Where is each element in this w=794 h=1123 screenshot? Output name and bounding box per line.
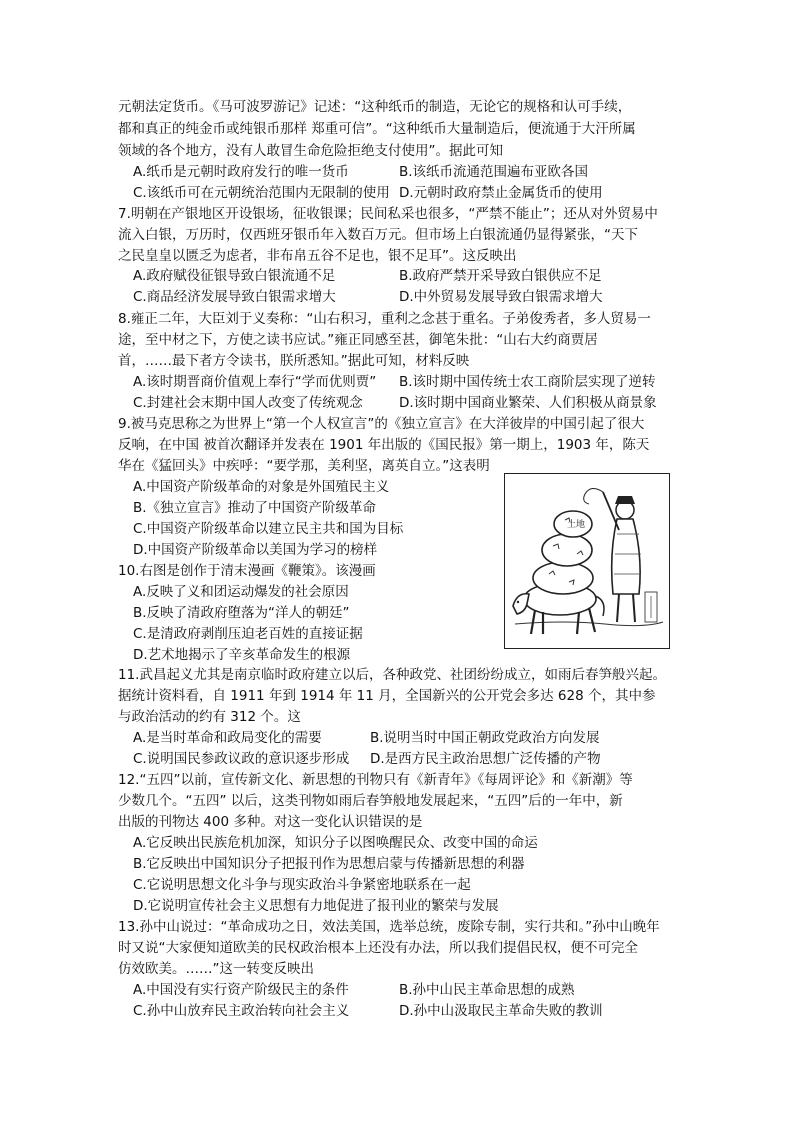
official-leg-left: [617, 594, 619, 622]
q13-option-d[interactable]: D.孙中山汲取民主革命失败的教训: [399, 1003, 603, 1019]
q11-option-b[interactable]: B.说明当时中国正朝政党政治方向发展: [370, 730, 600, 746]
q7-option-a[interactable]: A.政府赋役征银导致白银流通不足: [133, 268, 336, 284]
q8-option-c[interactable]: C.封建社会末期中国人改变了传统观念: [133, 395, 363, 411]
q12-option-a[interactable]: A.它反映出民族危机加深，知识分子以图唤醒民众、改变中国的命运: [133, 835, 538, 851]
official-robe: [612, 519, 640, 594]
q6-option-c[interactable]: C.该纸币可在元朝统治范围内无限制的使用: [133, 185, 390, 201]
horse-head: [513, 594, 529, 614]
q6-stem-line-1: 元朝法定货币。《马可波罗游记》记述：“这种纸币的制造，无论它的规格和认可手续，: [118, 99, 632, 115]
q8-option-b[interactable]: B.该时期中国传统士农工商阶层实现了逆转: [399, 374, 656, 390]
q13-option-a[interactable]: A.中国没有实行资产阶级民主的条件: [133, 982, 349, 998]
top-bag-label: 土地: [567, 520, 586, 530]
horse-leg-back-right: [589, 608, 595, 632]
q6-option-d[interactable]: D.元朝时政府禁止金属货币的使用: [399, 185, 603, 201]
q12-stem-line-2: 少数几个。“五四” 以后，这类刊物如雨后春笋般地发展起来，“五四”后的一年中，新: [118, 793, 623, 809]
q7-stem-line-3: 之民皇皇以匮乏为虑者，非布帛五谷不足也，银不足耳”。这反映出: [118, 248, 517, 264]
q8-option-d[interactable]: D.该时期中国商业繁荣、人们积极从商景象: [399, 395, 657, 411]
q12-option-c[interactable]: C.它说明思想文化斗争与现实政治斗争紧密地联系在一起: [133, 877, 471, 893]
q11-stem-line-2: 据统计资料看，自 1911 年到 1914 年 11 月，全国新兴的公开党会多达 628 个，其中参: [118, 688, 656, 704]
q7-option-c[interactable]: C.商品经济发展导致白银需求增大: [133, 289, 336, 305]
q8-stem-line-2: 途，至中材之下，方使之读书应试。”雍正同感至甚，御笔朱批：“山右大约商贾居: [118, 332, 598, 348]
q9-stem-line-1: 9.被马克思称之为世界上“第一个人权宣言”的《独立宣言》在大洋彼岸的中国引起了很大: [118, 416, 645, 432]
q10-option-a[interactable]: A.反映了义和团运动爆发的社会原因: [133, 584, 349, 600]
q7-stem-line-1: 7.明朝在产银地区开设银场，征收银课；民间私采也很多，“严禁不能止”；还从对外贸易中: [118, 206, 658, 222]
whip-lash: [584, 488, 603, 504]
q12-stem-line-1: 12.“五四”以前，宣传新文化、新思想的刊物只有《新青年》《每周评论》和《新潮》等: [118, 772, 633, 788]
q12-stem-line-3: 出版的刊物达 400 多种。对这一变化认识错误的是: [118, 814, 423, 830]
q9-stem-line-2: 反响，在中国 被首次翻译并发表在 1901 年出版的《国民报》第一期上，1903 年，陈天: [118, 437, 650, 453]
q6-stem-line-2: 都和真正的纯金币或纯银币那样 郑重可信”。“这种纸币大量制造后，便流通于大汗所属: [118, 121, 636, 137]
q11-option-a[interactable]: A.是当时革命和政局变化的需要: [133, 730, 322, 746]
q11-stem-line-1: 11.武昌起义尤其是南京临时政府建立以后，各种政党、社团纷纷成立，如雨后春笋般兴起。: [118, 667, 666, 683]
horse-eye: [517, 601, 519, 603]
q9-option-a[interactable]: A.中国资产阶级革命的对象是外国殖民主义: [133, 479, 390, 495]
q13-stem-line-2: 时又说“大家便知道欧美的民权政治根本上还没有办法，所以我们提倡民权，便不可完全: [118, 940, 638, 956]
q13-stem-line-3: 仿效欧美。……”这一转变反映出: [118, 961, 314, 977]
horse-leg-back-left: [577, 612, 579, 634]
q7-option-b[interactable]: B.政府严禁开采导致白银供应不足: [399, 268, 602, 284]
q10-option-c[interactable]: C.是清政府剥削压迫老百姓的直接证据: [133, 626, 363, 642]
q9-option-d[interactable]: D.中国资产阶级革命以美国为学习的榜样: [133, 542, 378, 558]
middle-bag: [542, 534, 592, 566]
q6-option-b[interactable]: B.该纸币流通范围遍布亚欧各国: [399, 164, 589, 180]
q8-stem-line-3: 首，……最下者方令读书，朕所悉知。”据此可知，材料反映: [118, 353, 470, 369]
q13-option-c[interactable]: C.孙中山放弃民主政治转向社会主义: [133, 1003, 350, 1019]
cartoon-drawing: [505, 474, 669, 648]
q6-stem-line-3: 领域的各个地方，没有人敢冒生命危险拒绝支付使用”。据此可知: [118, 143, 503, 159]
q10-option-d[interactable]: D.艺术地揭示了辛亥革命发生的根源: [133, 647, 351, 663]
q11-option-d[interactable]: D.是西方民主政治思想广泛传播的产物: [370, 751, 601, 767]
q11-stem-line-3: 与政治活动的约有 312 个。这: [118, 709, 301, 725]
q6-option-a[interactable]: A.纸币是元朝时政府发行的唯一货币: [133, 164, 349, 180]
horse-leg-front-left: [531, 610, 535, 634]
q10-stem-line-1: 10.右图是创作于清末漫画《鞭策》。该漫画: [118, 563, 376, 579]
q9-option-c[interactable]: C.中国资产阶级革命以建立民主共和国为目标: [133, 521, 404, 537]
q8-option-a[interactable]: A.该时期晋商价值观上奉行“学而优则贾”: [133, 374, 377, 390]
q10-option-b[interactable]: B.反映了清政府堕落为“洋人的朝廷”: [133, 605, 350, 621]
official-leg-right: [633, 594, 635, 622]
q9-stem-line-3: 华在《猛回头》中疾呼：“要学那，美利坚，离英自立。”这表明: [118, 458, 490, 474]
official-hat: [615, 496, 635, 504]
q11-option-c[interactable]: C.说明国民参政议政的意识逐步形成: [133, 751, 350, 767]
q9-option-b[interactable]: B.《独立宣言》推动了中国资产阶级革命: [133, 500, 377, 516]
q12-option-d[interactable]: D.它说明宣传社会主义思想有力地促进了报刊业的繁荣与发展: [133, 898, 499, 914]
q12-option-b[interactable]: B.它反映出中国知识分子把报刊作为思想启蒙与传播新思想的利器: [133, 856, 525, 872]
lower-bag: [533, 562, 593, 594]
ground-line: [515, 622, 663, 626]
q13-option-b[interactable]: B.孙中山民主革命思想的成熟: [399, 982, 575, 998]
q7-option-d[interactable]: D.中外贸易发展导致白银需求增大: [399, 289, 603, 305]
q13-stem-line-1: 13.孙中山说过：“革命成功之日，效法美国，选举总统，废除专制，实行共和。”孙中山晚年: [118, 919, 660, 935]
cartoon-illustration: [504, 473, 670, 649]
q8-stem-line-1: 8.雍正二年，大臣刘于义奏称：“山右积习，重利之念甚于重名。子弟俊秀者，多人贸易一: [118, 311, 651, 327]
q7-stem-line-2: 流入白银，万历时，仅西班牙银币年入数百万元。但市场上白银流通仍显得紧张，“天下: [118, 227, 638, 243]
